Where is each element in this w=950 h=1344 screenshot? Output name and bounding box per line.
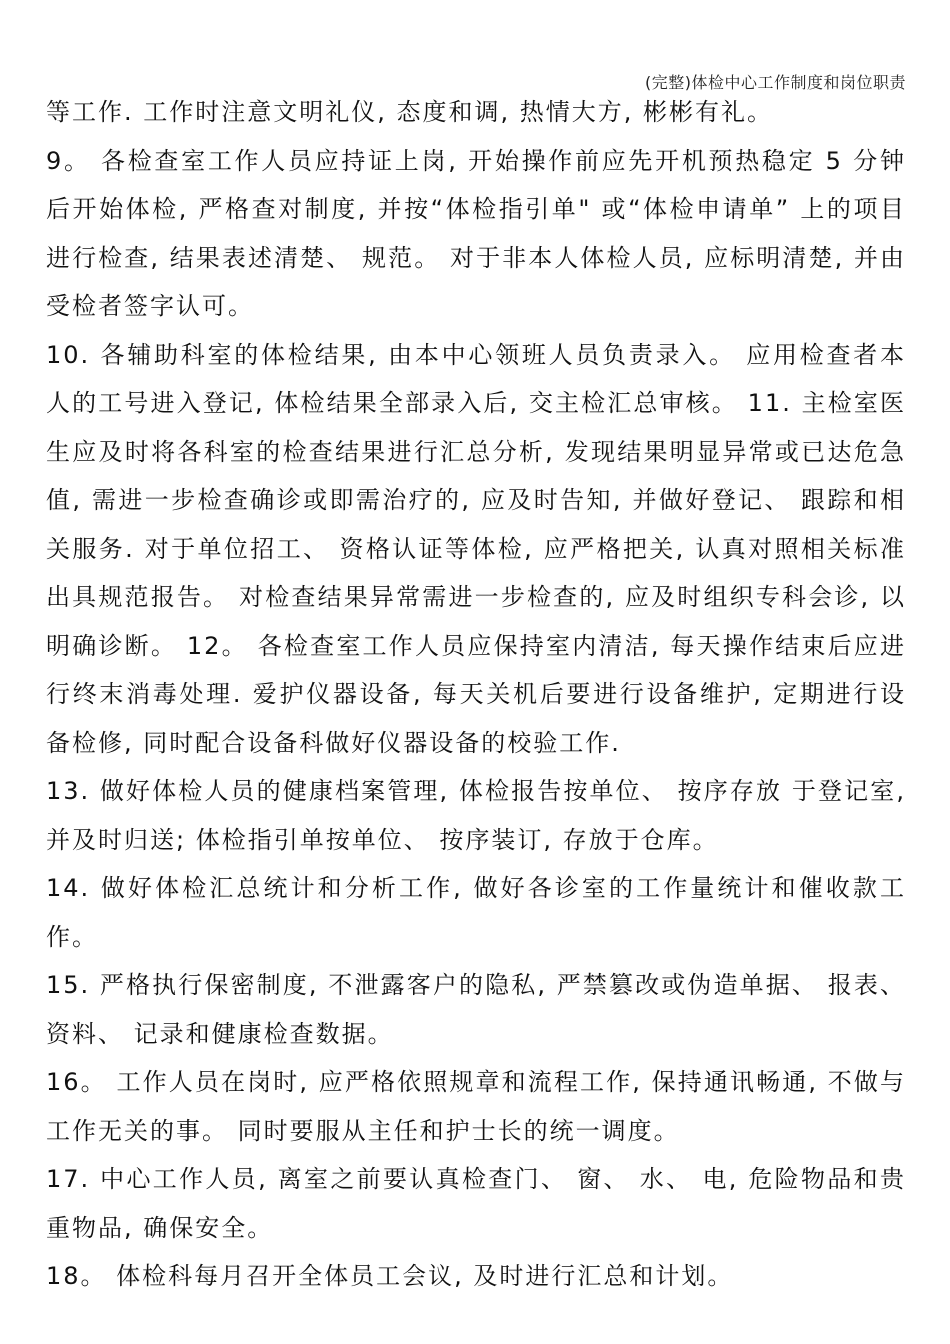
document-body [46,88,906,1301]
paragraph-item-18: 18。 体检科每月召开全体员工会议, 及时进行汇总和计划。 [46,1262,734,1290]
paragraph-item-9: 9。 各检查室工作人员应持证上岗, 开始操作前应先开机预热稳定 5 分钟后开始体检, 严格查对制度, 并按“体检指引单" 或“体检申请单” 上的项目进行检查, 结果表述清楚、 规范。 对于非本人体检人员, 应标明清楚, 并由受检者签字认可。 [46,146,906,320]
paragraph-item-13: 13. 做好体检人员的健康档案管理, 体检报告按单位、 按序存放 于登记室, 并及时归送; 体检指引单按单位、 按序装订, 存放于仓库。 [46,777,906,854]
paragraph-item-15: 15. 严格执行保密制度, 不泄露客户的隐私, 严禁篡改或伪造单据、 报表、 资料、 记录和健康检查数据。 [46,971,906,1048]
running-header: (完整)体检中心工作制度和岗位职责 [645,73,906,92]
paragraph-item-16: 16。 工作人员在岗时, 应严格依照规章和流程工作, 保持通讯畅通, 不做与工作无关的事。 同时要服从主任和护士长的统一调度。 [46,1068,906,1145]
paragraph-item-14: 14. 做好体检汇总统计和分析工作, 做好各诊室的工作量统计和催收款工作。 [46,874,906,951]
paragraph-continuation: 等工作. 工作时注意文明礼仪, 态度和调, 热情大方, 彬彬有礼。 [46,98,774,126]
paragraph-item-17: 17. 中心工作人员, 离室之前要认真检查门、 窗、 水、 电, 危险物品和贵重物品, 确保安全。 [46,1165,906,1242]
paragraph-item-10-12: 10. 各辅助科室的体检结果, 由本中心领班人员负责录入。 应用检查者本人的工号进入登记, 体检结果全部录入后, 交主检汇总审核。 11. 主检室医生应及时将各科室的检查结果进行汇总分析, 发现结果明显异常或已达危急值, 需进一步检查确诊或即需治疗的, 应及时告知, 并做好登记、 跟踪和相关服务. 对于单位招工、 资格认证等体检, 应严格把关, 认真对照相关标准出具规范报告。 对检查结果异常需进一步检查的, 应及时组织专科会诊, 以明确诊断。 12。 各检查室工作人员应保持室内清洁, 每天操作结束后应进行终末消毒处理. 爱护仪器设备, 每天关机后要进行设备维护, 定期进行设备检修, 同时配合设备科做好仪器设备的校验工作. [46,340,906,757]
